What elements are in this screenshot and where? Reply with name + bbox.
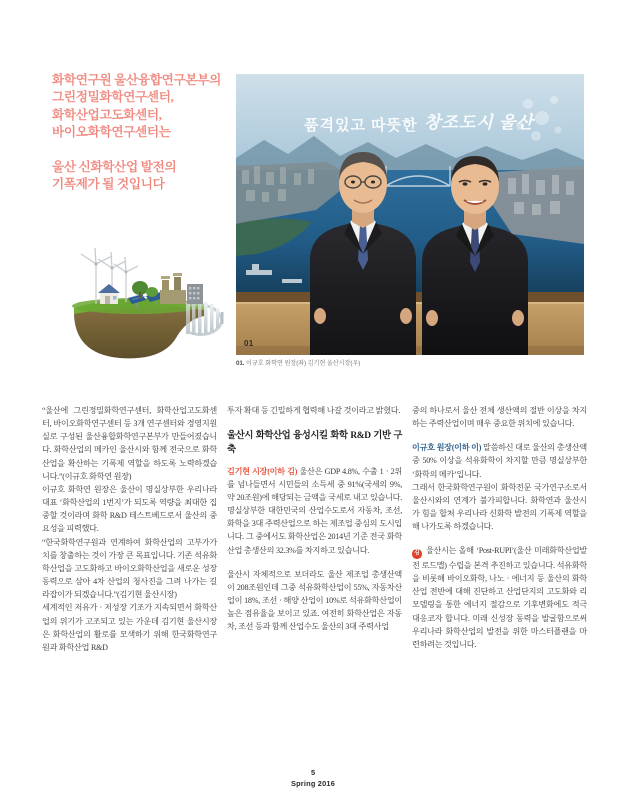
col1-para-1: “울산에 그린정밀화학연구센터, 화학산업고도화센터, 바이오화학연구센터 등 3개 연구센터와 경영지원실로 구성된 울산융합화학연구본부가 만들어졌습니다. 화학산업의 메카인 울산시와 함께 전국으로 화학산업을 확산하는 기폭제 역할을 하도록 노력하겠습니다.”(이규호 화학연 원장) bbox=[42, 406, 217, 481]
col3-body-1 bbox=[412, 441, 587, 480]
col1-para-4: 세계적인 저유가 · 저성장 기조가 지속되면서 화학산업의 위기가 고조되고 있는 가운데 김기현 울산시장은 화학산업의 활로를 모색하기 위해 한국화학연구원과 화학산업 R&D bbox=[42, 603, 217, 652]
col3-body-3 bbox=[412, 544, 587, 651]
eco-lightbulb-illustration bbox=[36, 246, 232, 376]
feature-photo bbox=[236, 74, 584, 355]
col3-intro: 중의 하나로서 울산 전체 생산액의 절반 이상을 차지하는 주력산업이며 매우 중요한 위치에 있습니다. bbox=[412, 406, 587, 429]
col2-body-2: 울산시 자체적으로 보더라도 울산 제조업 총생산액이 208조원인데 그중 석유화학산업이 55%, 자동차산업이 18%, 조선 · 해양 산업이 10%로 석유화학산업이 높은 점유율을 보이고 있죠. 여전히 화학산업은 자동차, 조선 등과 함께 산업수도 울산의 3대 주력사업 bbox=[227, 569, 402, 632]
headline-line-4: 바이오화학연구센터는 bbox=[52, 125, 171, 140]
speaker-label-kim: 김기현 시장(이하 김) bbox=[227, 466, 298, 476]
col3-body-3-text: 울산시는 올해 ‘Post-RUPI’(울산 미래화학산업발전 로드맵) 수립을 본격 추진하고 있습니다. 석유화학을 비롯해 바이오화학, 나노 · 에너지 등 울산의 화학산업 전반에 대해 진단하고 산업단지의 고도화와 리모델링을 통한 에너지 절감으로 기후변화에도 적극 대응코자 합니다. 미래 신성장 동력을 발굴함으로써 우리나라 화학산업의 발전을 위한 마스터플랜을 마련하려는 것입니다. bbox=[412, 546, 587, 649]
photo-caption-number: 01. bbox=[236, 360, 245, 367]
headline-line-2: 그린정밀화학연구센터, bbox=[52, 90, 174, 105]
col1-para-2: 이규호 화학연 원장은 울산이 명실상부한 우리나라 대표 ‘화학산업의 1번지’가 되도록 역량을 최대한 집중할 것이라며 화학 R&D 테스트베드로서 울산의 중요성을 피력했다. bbox=[42, 484, 217, 534]
body-columns bbox=[42, 404, 587, 764]
svg-text:창조도시 울산: 창조도시 울산 bbox=[424, 113, 534, 132]
speaker-badge-kim: 김 bbox=[412, 549, 422, 559]
headline-line-3: 화학산업고도화센터, bbox=[52, 107, 162, 122]
photo-caption bbox=[236, 358, 584, 367]
issue-label: Spring 2016 bbox=[290, 779, 336, 788]
col2-body-1-text: 울산은 GDP 4.8%, 수출 1 · 2위를 넘나들면서 시민들의 소득세 중 91%(국세의 9%, 약 20조원)에 해당되는 금액을 국세로 내고 있습니다. 명실상부한 대한민국의 산업수도로서 자동차, 조선, 화학을 3대 주력산업으로 하는 제조업 중심의 도시입니다. 그 중에서도 화학산업은 2014년 기준 전국 화학산업 총생산의 32.3%를 차지하고 있습니다. bbox=[227, 466, 402, 555]
col2-body-1 bbox=[227, 465, 402, 557]
svg-text:품격있고 따뜻한: 품격있고 따뜻한 bbox=[304, 117, 418, 134]
page-footer bbox=[0, 768, 626, 789]
headline-line-1: 화학연구원 울산융합연구본부의 bbox=[52, 73, 221, 87]
headline-block bbox=[52, 72, 227, 193]
col3-body-2: 그래서 한국화학연구원이 화학전문 국가연구소로서 울산시와의 연계가 불가피합니다. 화학연과 울산시가 힘을 합쳐 우리나라 신화학 발전의 기폭제 역할을 해 나가도록 하겠습니다. bbox=[412, 482, 587, 532]
photo-number-overlay: 01 bbox=[244, 339, 254, 348]
col3-body-1-text: 말씀하신 대로 울산의 총생산액 중 50% 이상을 석유화학이 차지할 만큼 명실상부한 ‘화학의 메카’입니다. bbox=[412, 443, 587, 479]
headline-line-5: 울산 신화학산업 발전의 bbox=[52, 159, 177, 174]
photo-caption-text: 이규호 화학연 원장(좌) 김기현 울산시장(우) bbox=[245, 360, 361, 367]
col1-para-3: “한국화학연구원과 연계하여 화학산업의 고부가가치를 창출하는 것이 가장 큰 목표입니다. 기존 석유화학산업을 고도화하고 바이오화학산업을 새로운 성장동력으로 삼아 4차 산업의 청사진을 그려 나가는 길라잡이가 되겠습니다.”(김기현 울산시장) bbox=[42, 537, 217, 600]
page-number: 5 bbox=[310, 768, 316, 777]
column-1 bbox=[42, 404, 217, 764]
col2-intro: 투자 확대 등 긴밀하게 협력해 나갈 것이라고 밝혔다. bbox=[227, 406, 401, 415]
column-2 bbox=[227, 404, 402, 764]
headline-spacer bbox=[52, 142, 227, 159]
headline-line-6: 기폭제가 될 것입니다 bbox=[52, 177, 165, 192]
section-subheading: 울산시 화학산업 융성시킬 화학 R&D 기반 구축 bbox=[227, 431, 402, 456]
column-3 bbox=[412, 404, 587, 764]
speaker-label-lee: 이규호 원장(이하 이) bbox=[412, 443, 482, 453]
